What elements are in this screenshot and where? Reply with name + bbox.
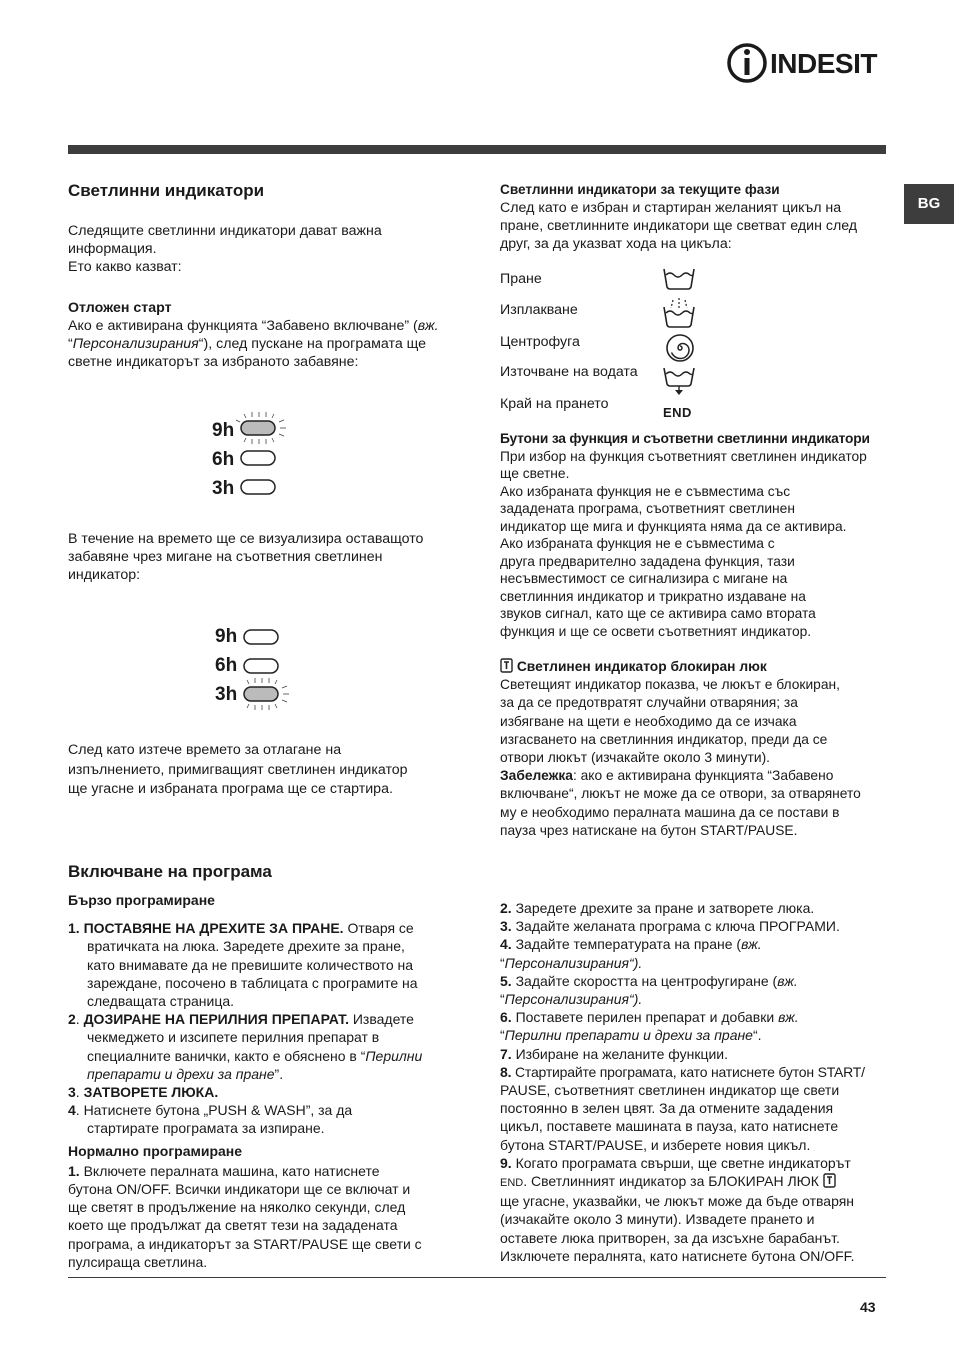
top-rule <box>68 145 886 154</box>
text-line: Следящите светлинни индикатори дават важна <box>68 223 382 239</box>
text-span: Задайте желаната програма с ключа ПРОГРАМИ. <box>515 918 840 935</box>
label-3h: 3h <box>212 478 235 499</box>
text-line <box>68 1047 468 1065</box>
step-number: 3 <box>68 1084 76 1101</box>
phase-wash <box>500 270 542 288</box>
text-line: пауза чрез натискане на бутон START/PAUSE. <box>500 822 798 838</box>
step-2 <box>500 899 895 917</box>
text-span: Включете пералната машина, като натиснете <box>79 1162 380 1179</box>
label-6h: 6h <box>212 449 235 470</box>
text-line <box>500 1026 895 1044</box>
step-number: 4. <box>500 936 512 953</box>
text-line: пране, светлинните индикатори ще светват един след <box>500 218 858 234</box>
text-span: Избиране на желаните функции. <box>515 1045 729 1062</box>
text-span: Персонализирания <box>72 336 199 352</box>
text-line: ще угасне и избраната програма ще се стартира. <box>68 781 393 797</box>
quick-step-1 <box>68 919 468 937</box>
step-number: 4 <box>68 1102 76 1119</box>
text-span: “ <box>500 991 505 1008</box>
label-9h: 9h <box>215 626 238 647</box>
text-span: “. <box>752 1027 762 1044</box>
text-line: ще угасне, указвайки, че люкът може да бъде отварян <box>500 1193 855 1210</box>
quick-step-2: 2. ДОЗИРАНЕ НА ПЕРИЛНИЯ ПРЕПАРАТ. Извадете <box>68 1011 414 1028</box>
step-4 <box>500 935 895 953</box>
subheading-quick: Бързо програмиране <box>68 892 215 908</box>
step-bold: ДОЗИРАНЕ НА ПЕРИЛНИЯ ПРЕПАРАТ. <box>83 1011 349 1028</box>
svg-text:INDESIT: INDESIT <box>770 48 877 79</box>
text-line: за да се предотвратят случайни отваряния; за <box>500 695 798 711</box>
delay-block <box>68 299 468 371</box>
text-line: При избор на функция съответният светлинен индикатор <box>500 448 867 464</box>
text-span: Поставете перилен препарат и добавки <box>515 1009 779 1026</box>
text-line: Ето какво казват: <box>68 259 182 275</box>
text-line: забавяне чрез мигане на съответния светлинен <box>68 549 383 565</box>
phase-label: Пране <box>500 271 542 287</box>
step-number: 1. <box>68 1162 80 1179</box>
page-number: 43 <box>860 1299 876 1315</box>
text-span: “). <box>629 954 643 971</box>
step-6 <box>500 1008 895 1026</box>
quick-programming <box>68 891 468 1271</box>
spin-icon <box>665 333 695 368</box>
text-line: изпълнението, примигващият светлинен индикатор <box>68 761 408 778</box>
phase-label: Източване на водата <box>500 364 638 380</box>
text-span: вж. <box>741 936 762 953</box>
text-line: отвори люкът (изчакайте около 3 минути). <box>500 750 770 766</box>
phase-label: Изплакване <box>500 302 578 318</box>
left-column <box>68 181 468 201</box>
text-line: ще светят в продължение на няколко секунди, след <box>68 1199 406 1216</box>
text-line: цикъл, поставете машината в пауза, като натиснете <box>500 1118 839 1135</box>
text-line: ще светне. <box>500 466 570 481</box>
text-line: включване“, люкът не може да се отвори, за отварянето <box>500 786 861 802</box>
text-span: Персонализирания <box>504 991 630 1008</box>
buttons-block <box>500 430 895 640</box>
text-span: “). <box>629 991 643 1008</box>
subheading-phases: Светлинни индикатори за текущите фази <box>500 182 780 197</box>
bottom-rule <box>68 1277 886 1278</box>
note-label: Забележка <box>500 768 573 784</box>
text-line: постоянно в зелен цвят. За да отмените зададения <box>500 1100 834 1117</box>
text-span: “ <box>500 1027 505 1044</box>
text-span: Задайте температурата на пране ( <box>515 936 742 953</box>
end-indicator-text: END <box>500 1177 524 1190</box>
step-number: 2 <box>68 1011 76 1028</box>
phase-label: Центрофуга <box>500 334 580 350</box>
section-title-program: Включване на програма <box>68 862 272 881</box>
step-number: 9. <box>500 1154 512 1171</box>
text-span: “ <box>500 954 505 971</box>
text-line: Ако избраната функция не е съвместима с <box>500 536 775 551</box>
label-3h: 3h <box>215 684 238 705</box>
program-title-wrap <box>68 862 468 882</box>
text-line <box>500 954 895 972</box>
text-span: специалните ванички, както е обяснено в “ <box>87 1047 366 1064</box>
during-text <box>68 530 468 584</box>
text-line: Изключете пералнята, като натиснете бутона ON/OFF. <box>500 1247 855 1264</box>
lock-icon <box>500 658 513 673</box>
text-span: : ако е активирана функцията “Забавено <box>572 768 834 784</box>
text-line: Светещият индикатор показва, че люкът е блокиран, <box>500 677 840 693</box>
text-line: пулсираща светлина. <box>68 1253 208 1270</box>
phase-end <box>500 395 609 413</box>
text-line: изгасването на светлинния индикатор, преди да се <box>500 731 828 747</box>
text-line <box>68 1065 468 1083</box>
text-line: функция и ще се освети съответният индикатор. <box>500 623 812 639</box>
text-span: Стартирайте програмата, като натиснете бутон START/ <box>514 1063 865 1080</box>
section-title-indicators: Светлинни индикатори <box>68 181 265 200</box>
text-span: Извадете <box>348 1011 414 1028</box>
text-line: оставете люка притворен, за да изсъхне барабанът. <box>500 1229 840 1246</box>
text-line: В течение на времето ще се визуализира оставащото <box>68 531 424 547</box>
text-span: вж. <box>417 318 439 334</box>
text-span: Отваря се <box>343 920 414 937</box>
text-span: “ <box>68 336 73 352</box>
text-line <box>500 767 895 785</box>
text-line: Ако избраната функция не е съвместима със <box>500 483 791 499</box>
end-icon: END <box>663 405 692 420</box>
text-span: Когато програмата свърши, ще светне индикаторът <box>515 1154 851 1171</box>
text-span: Заредете дрехите за пране и затворете люка. <box>515 900 815 916</box>
text-span: вж. <box>778 1009 799 1026</box>
text-span: Задайте скоростта на центрофугиране ( <box>515 972 778 989</box>
text-line: бутона START/PAUSE, и изберете новия цикъл. <box>500 1136 811 1153</box>
normal-programming-steps <box>500 899 895 1265</box>
step-9 <box>500 1154 895 1172</box>
text-line: избягване на щети е необходимо да се изчака <box>500 713 797 729</box>
text-line: което ще продължат да светят тези на зададената <box>68 1217 398 1234</box>
text-line: информация. <box>68 241 157 257</box>
quick-step-4 <box>68 1101 468 1119</box>
after-text <box>68 741 468 800</box>
step-number: 1. <box>68 920 80 937</box>
text-line: бутона ON/OFF. Всички индикатори ще се включат и <box>68 1181 411 1198</box>
quick-step-3: 3. ЗАТВОРЕТЕ ЛЮКА. <box>68 1084 219 1101</box>
text-span: . Светлинният индикатор за БЛОКИРАН ЛЮК <box>523 1173 819 1190</box>
text-line: След като изтече времето за отлагане на <box>68 742 342 758</box>
phase-drain <box>500 363 638 381</box>
text-line: PAUSE, съответният светлинен индикатор ще свети <box>500 1082 840 1099</box>
lock-block <box>500 658 895 840</box>
text-line: След като е избран и стартиран желаният цикъл на <box>500 200 842 216</box>
phase-label: Край на прането <box>500 396 609 412</box>
text-span: . Натиснете бутона „PUSH & WASH”, за да <box>75 1102 353 1119</box>
text-line: зададената програма, съответният светлинен <box>500 501 795 516</box>
phase-spin <box>500 333 580 351</box>
text-line <box>68 335 468 353</box>
subheading-delay-start: Отложен старт <box>68 300 172 316</box>
text-span: препарати и дрехи за пране <box>87 1065 275 1082</box>
text-span: вж. <box>777 972 798 989</box>
text-span: “), след пускане на програмата ще <box>198 336 427 352</box>
text-span: ”. <box>274 1065 284 1082</box>
text-line: като внимавате да не превишите количеството на <box>87 956 414 973</box>
step-7 <box>500 1045 895 1063</box>
drain-icon <box>662 366 696 401</box>
step-number: 7. <box>500 1045 512 1062</box>
text-line: (изчакайте около 3 минути). Извадете прането и <box>500 1211 815 1228</box>
text-line: друг, за да указват хода на цикъла: <box>500 236 732 252</box>
text-span: Перилни препарати и дрехи за пране <box>504 1027 753 1044</box>
subheading-normal: Нормално програмиране <box>68 1142 243 1159</box>
step-bold: ПОСТАВЯНЕ НА ДРЕХИТЕ ЗА ПРАНЕ. <box>83 920 344 937</box>
text-span: Ако е активирана функцията “Забавено включване” ( <box>68 318 418 334</box>
rinse-icon <box>662 297 696 334</box>
text-line: вратичката на люка. Заредете дрехите за пране, <box>87 938 405 955</box>
step-number: 6. <box>500 1009 512 1026</box>
text-line: звуков сигнал, като ще се активира само втората <box>500 606 816 621</box>
step-5 <box>500 972 895 990</box>
text-line: зареждане, посочено в таблицата с програмите на <box>87 974 418 991</box>
text-line: индикатор ще мига и функцията няма да се активира. <box>500 518 847 534</box>
phase-rinse <box>500 301 578 319</box>
step-number: 2. <box>500 900 512 916</box>
text-line: му е необходимо пералната машина да се постави в <box>500 804 840 820</box>
text-line: следващата страница. <box>87 993 235 1010</box>
normal-step-1 <box>68 1162 468 1180</box>
text-line: светлинния индикатор и трикратно издаване на <box>500 588 806 604</box>
text-line: програма, а индикаторът за START/PAUSE ще свети с <box>68 1235 422 1252</box>
step-number: 3. <box>500 918 512 935</box>
language-tab: BG <box>904 184 954 224</box>
step-8 <box>500 1063 895 1081</box>
text-line <box>500 990 895 1008</box>
subheading-buttons: Бутони за функция и съответни светлинни индикатори <box>500 431 870 446</box>
step-number: 5. <box>500 972 512 989</box>
text-line <box>500 1172 895 1192</box>
indicators-intro <box>68 222 468 276</box>
step-number: 8. <box>500 1063 512 1080</box>
phases-block <box>500 181 890 253</box>
text-line: стартирате програмата за изпиране. <box>87 1120 325 1137</box>
step-bold: ЗАТВОРЕТЕ ЛЮКА. <box>83 1084 219 1101</box>
text-line: индикатор: <box>68 567 141 583</box>
step-3 <box>500 917 895 935</box>
label-6h: 6h <box>215 655 238 676</box>
lock-title-text: Светлинен индикатор блокиран люк <box>516 659 767 674</box>
wash-icon <box>662 265 696 296</box>
text-line: чекмеджето и изсипете перилния препарат в <box>87 1029 380 1046</box>
delay-labels-1 <box>212 416 234 503</box>
text-line: несъвместимост се сигнализира с мигане на <box>500 571 788 586</box>
label-9h: 9h <box>212 420 235 441</box>
text-line: светне индикаторът за избраното забавяне: <box>68 354 359 370</box>
text-line: друга предварително зададена функция, тази <box>500 553 795 569</box>
text-span: Персонализирания <box>504 954 630 971</box>
delay-labels-2 <box>215 622 237 709</box>
lock-icon <box>823 1173 836 1188</box>
indesit-logo <box>726 40 886 86</box>
subheading-lock <box>500 658 895 676</box>
text-span: Перилни <box>365 1047 423 1064</box>
text-line <box>68 317 468 335</box>
